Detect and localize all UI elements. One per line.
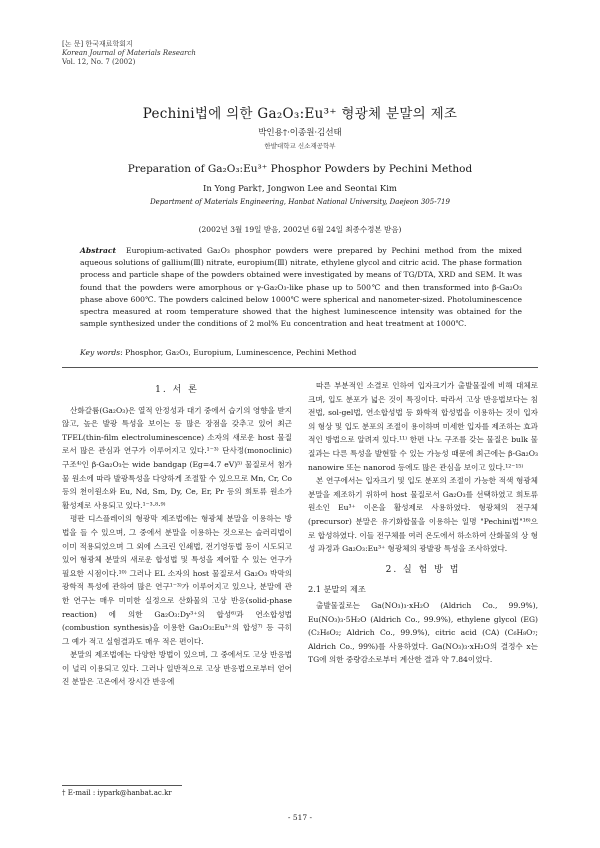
title-english: Preparation of Ga₂O₃:Eu³⁺ Phosphor Powders by Pechini Method [127, 163, 473, 175]
section-2-heading: 2. 실 험 방 법 [385, 564, 461, 575]
abstract [80, 245, 522, 330]
journal-header [62, 40, 196, 67]
separator-rule [62, 367, 538, 368]
journal-name: Korean Journal of Materials Research [62, 49, 196, 57]
subsection-2-1-heading: 2.1 분말의 제조 [308, 584, 366, 595]
keywords-label: Key words [80, 348, 121, 357]
keywords-text: : Phosphor, Ga₂O₃, Europium, Luminescence, Pechini Method [120, 348, 357, 357]
right-column [308, 379, 538, 667]
affiliation-korean: 한밭대학교 신소재공학부 [264, 142, 336, 150]
abstract-label: Abstract [80, 246, 117, 255]
methods-paragraph-1: 출발물질로는 Ga(NO₃)₃·xH₂O (Aldrich Co., 99.9%), Eu(NO₃)₃·5H₂O (Aldrich Co., 99.9%), ethylene glycol (EG) (C₂H₆O₂; Aldrich Co., 99.9%), citric acid (CA) (C₆H₈O₇; Aldrich Co., 99%)를 사용하였다. Ga(NO₃)₃·xH₂O의 결정수 x는 TG에 의한 중량감소로부터 계산한 결과 약 7.84이었다. [308, 600, 538, 665]
section-1-heading: 1. 서 론 [155, 385, 199, 395]
intro-paragraph-4: 따른 부분적인 소결로 인하여 입자크기가 출발물질에 비해 대체로 크며, 입도 분포가 넓은 것이 특징이다. 따라서 고상 반응법보다는 침전법, sol-gel법, 연소합성법 등 화학적 합성법을 이용하는 것이 입자의 형상 및 입도 분포의 조절이 용이하며 미세한 입자를 제조하는 효과적인 방법으로 알려져 있다.¹¹⁾ 한편 나노 구조를 갖는 물질은 bulk 물질과는 다른 특성을 발현할 수 있는 가능성 때문에 최근에는 β-Ga₂O₃ nanowire 또는 nanorod 등에도 많은 관심을 보이고 있다.¹²⁻¹⁵⁾ [308, 381, 538, 472]
title-korean: Pechini법에 의한 Ga₂O₃:Eu³⁺ 형광체 분말의 제조 [142, 106, 458, 122]
journal-volume: Vol. 12, No. 7 (2002) [62, 58, 136, 66]
intro-paragraph-1: 산화갈륨(Ga₂O₃)은 열적 안정성과 대기 중에서 습기의 영향을 받지 않고, 높은 발광 특성을 보이는 등 많은 장점을 갖추고 있어 최근 TFEL(thin-film electroluminescence) 소자의 새로운 host 물질로서 많은 관심과 연구가 이루어지고 있다.¹⁻³⁾ 단사정(monoclinic) 구조⁴⁾인 β-Ga₂O₃는 wide bandgap (Eg=4.7 eV)⁵⁾ 물질로서 첨가물 원소에 따라 발광특성을 다양하게 조절할 수 있으므로 Mn, Cr, Co 등의 천이원소와 Eu, Nd, Sm, Dy, Ce, Er, Pr 등의 희토류 원소가 활성제로 사용되고 있다.¹⁻³·⁸·⁹⁾ [62, 405, 292, 510]
authors-korean: 박인용†·이종원·김선태 [258, 128, 342, 138]
page-number: - 517 - [287, 813, 313, 822]
keywords [80, 348, 522, 357]
intro-paragraph-2: 평판 디스플레이의 형광막 제조법에는 형광체 분말을 이용하는 방법을 들 수 있으며, 그 중에서 분말을 이용하는 것으로는 슬러리법이 이미 적용되었으며 그 외에 스크린 인쇄법, 전기영동법 등이 시도되고 있어 형광체 분말의 새로운 합성법 및 특성을 제어할 수 있는 연구가 필요한 시점이다.¹⁰⁾ 그러나 EL 소자의 host 물질로서 Ga₂O₃ 박막의 광학적 특성에 관하여 많은 연구¹⁻³⁾가 이루어지고 있으나, 분말에 관한 연구는 매우 미미한 실정으로 산화물의 고상 반응(solid-phase reaction) 에 의한 Ga₂O₃:Dy³⁺의 합성⁶⁾과 연소합성법(combustion synthesis)을 이용한 Ga₂O₃:Eu³⁺의 합성⁷⁾ 등 극히 그 예가 적고 실험결과도 매우 적은 편이다. [62, 514, 292, 646]
authors-english: In Yong Park†, Jongwon Lee and Seontai Kim [203, 184, 397, 194]
intro-paragraph-5: 본 연구에서는 입자크기 및 입도 분포의 조절이 가능한 적색 형광체 분말을 제조하기 위하여 host 물질로서 Ga₂O₃를 선택하였고 희토류 원소인 Eu³⁺ 이온을 활성제로 사용하였다. 형광체의 전구체(precursor) 분말은 유기화합물을 이용하는 일명 "Pechini법"¹⁶⁾으로 합성하였다. 이들 전구체를 여러 온도에서 하소하여 산화물의 상 형성 과정과 Ga₂O₃:Eu³⁺ 형광체의 광발광 특성을 조사하였다. [308, 476, 538, 554]
affiliation-english: Department of Materials Engineering, Hanbat National University, Daejeon 305-719 [150, 198, 450, 206]
footnote-email: † E-mail : iypark@hanbat.ac.kr [62, 789, 172, 797]
left-column [62, 384, 292, 689]
footnote-rule [62, 785, 182, 786]
abstract-text: Europium-activated Ga₂O₃ phosphor powders were prepared by Pechini method from the mixed aqueous solutions of gallium(Ⅲ) nitrate, europium(Ⅲ) nitrate, ethylene glycol and citric acid. The phase formation process and particle shape of the powders obtained were investigated by means of TG/DTA, XRD and SEM. It was found that the powders were amorphous or γ-Ga₂O₃-like phase up to 500℃ and then transformed into β-Ga₂O₃ phase above 600℃. The powders calcined below 1000℃ were spherical and nanometer-sized. Photoluminescence spectra measured at room temperature showed that the highest luminescence intensity was obtained for the sample synthesized under the conditions of 2 mol% Eu concentration and heat treatment at 1000℃. [80, 246, 522, 329]
journal-header-line1: [논 문] 한국재료학회지 [62, 40, 133, 48]
intro-paragraph-3: 분말의 제조법에는 다양한 방법이 있으며, 그 중에서도 고상 반응법이 널리 이용되고 있다. 그러나 일반적으로 고상 반응법으로부터 얻어진 분말은 고온에서 장시간 반응에 [62, 650, 292, 687]
received-dates: (2002년 3월 19일 받음, 2002년 6월 24일 최종수정본 받음) [198, 225, 402, 234]
